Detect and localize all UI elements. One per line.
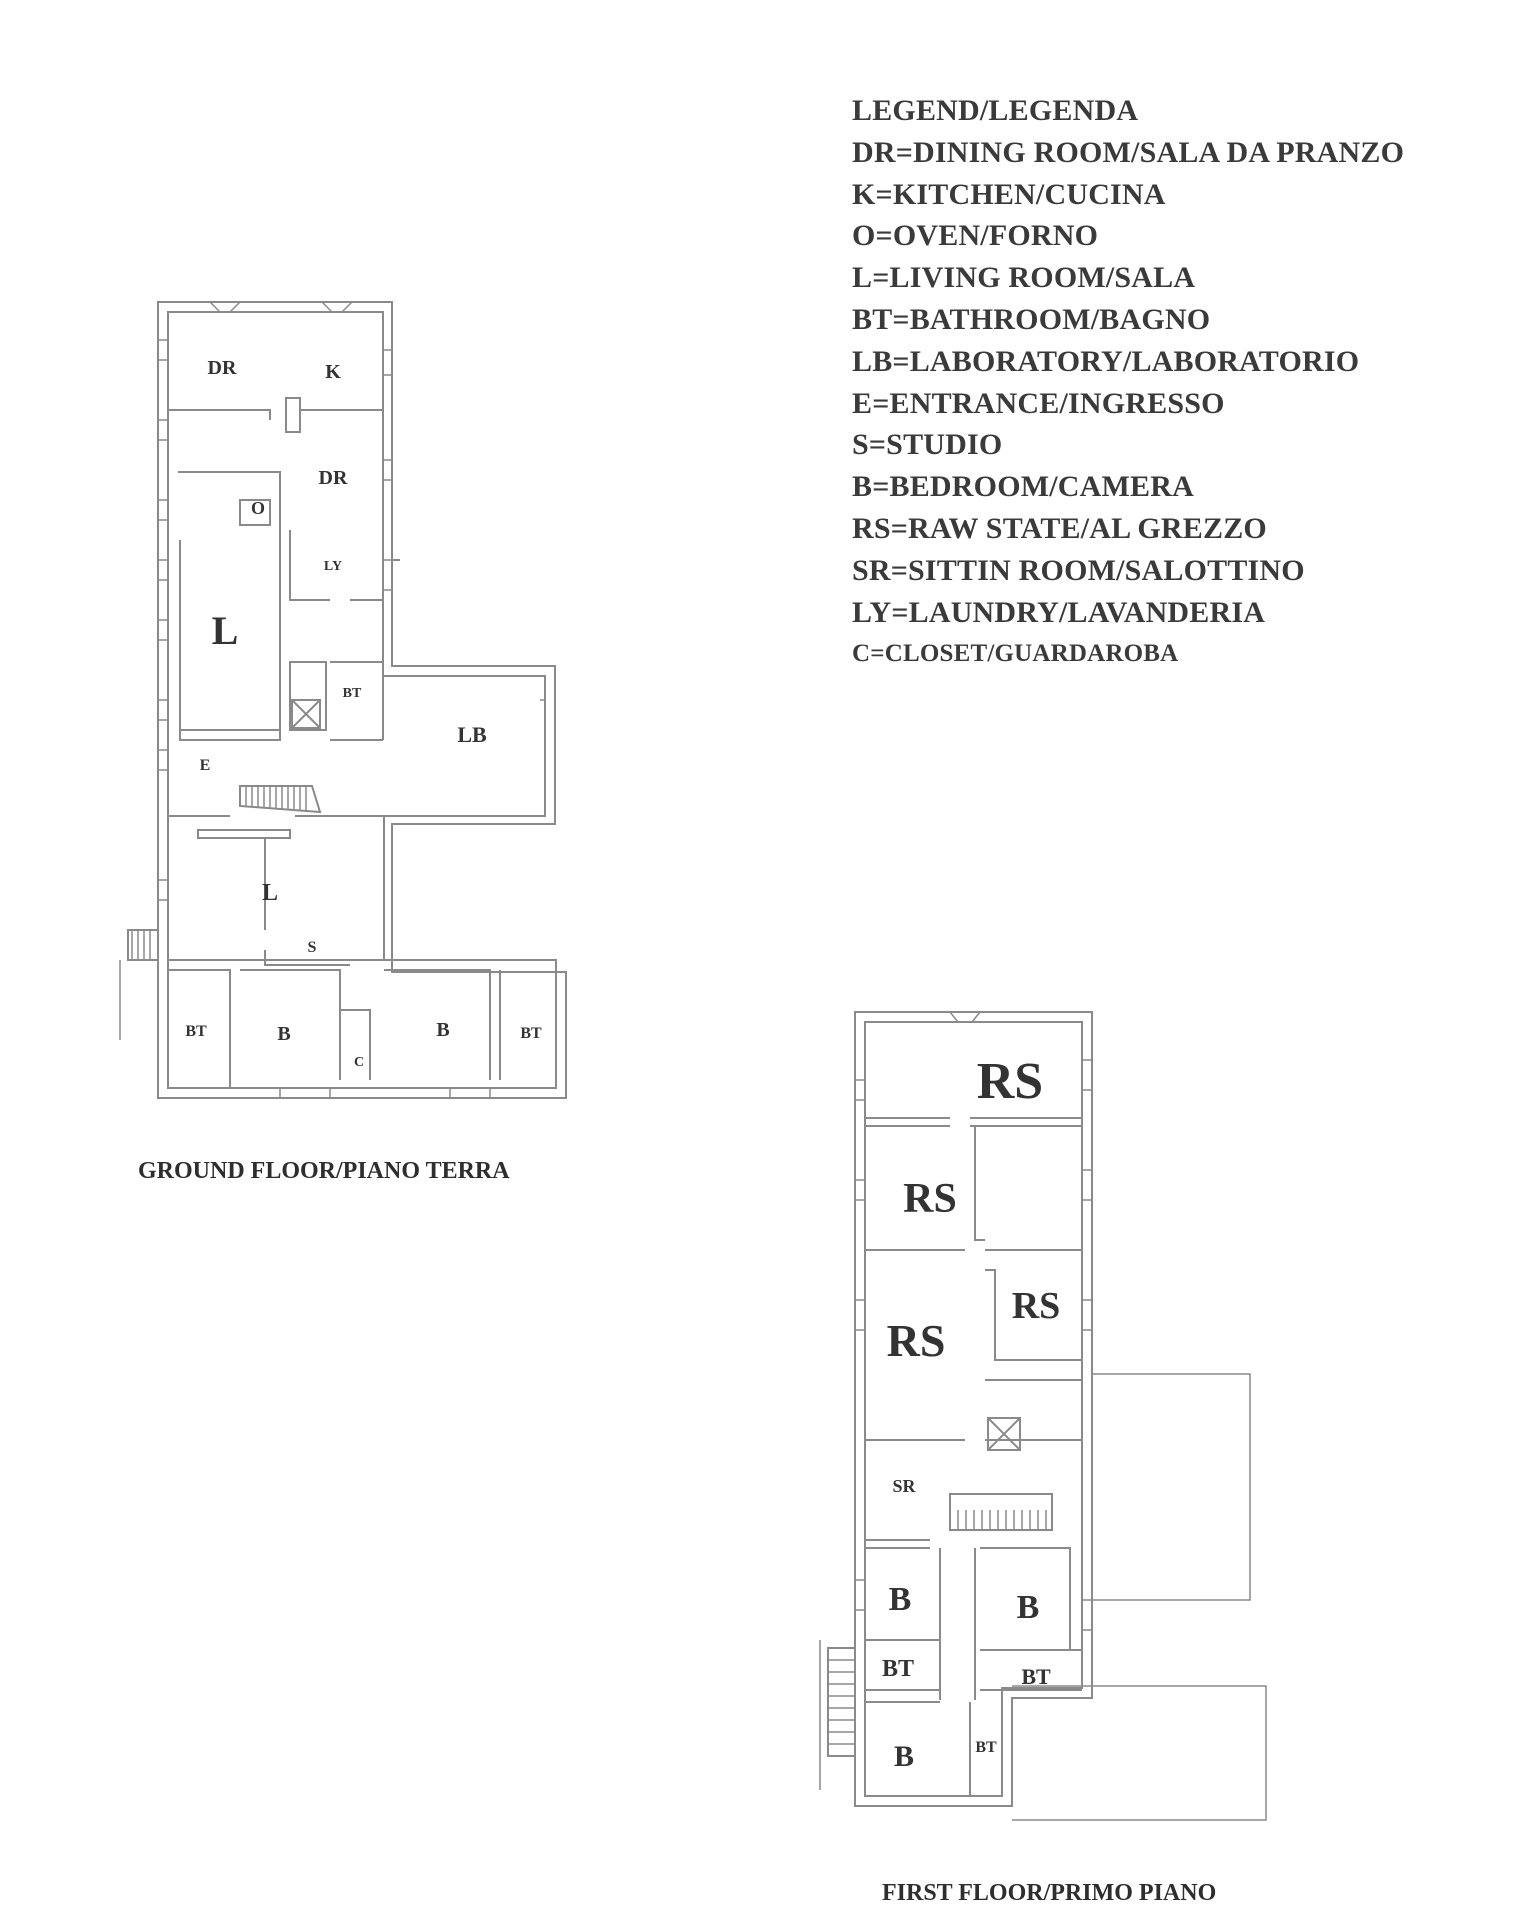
room-label: RS [976,1053,1044,1110]
legend-item: E=ENTRANCE/INGRESSO [852,386,1225,420]
room-label: BT [975,1739,997,1756]
room-label: BT [520,1025,542,1042]
room-label: B [888,1581,912,1618]
room-label: BT [342,686,362,701]
room-label: BT [881,1656,915,1682]
room-label: RS [903,1176,957,1222]
room-label: K [325,361,341,383]
room-label: RS [886,1315,946,1366]
legend-item: LY=LAUNDRY/LAVANDERIA [852,595,1266,629]
room-label: DR [207,357,237,379]
legend-item: L=LIVING ROOM/SALA [852,261,1196,295]
room-label: L [211,608,239,653]
room-label: DR [318,467,348,489]
room-label: RS [1011,1285,1061,1327]
legend-item: O=OVEN/FORNO [852,219,1099,253]
legend [852,90,1404,675]
room-label: B [1016,1589,1040,1626]
first-floor-title: FIRST FLOOR/PRIMO PIANO [882,1880,1217,1906]
ground-floor-outer-wall [158,302,566,1098]
legend-item: B=BEDROOM/CAMERA [852,470,1194,504]
room-label: BT [1021,1664,1051,1689]
room-label: LB [457,722,487,747]
first-floor-plan [820,1012,1266,1820]
legend-item: S=STUDIO [852,428,1003,462]
legend-item: DR=DINING ROOM/SALA DA PRANZO [852,135,1405,169]
legend-item: BT=BATHROOM/BAGNO [852,302,1211,336]
legend-item: SR=SITTIN ROOM/SALOTTINO [852,553,1305,587]
room-label: O [250,498,266,518]
room-label: BT [185,1023,207,1040]
room-label: B [893,1740,915,1773]
room-label: L [261,880,279,906]
room-label: SR [892,1476,916,1496]
legend-item: LB=LABORATORY/LABORATORIO [852,344,1360,378]
first-floor-outer-wall [855,1012,1092,1806]
room-label: S [307,939,317,956]
legend-item: K=KITCHEN/CUCINA [852,177,1166,211]
legend-item: C=CLOSET/GUARDAROBA [852,640,1179,668]
ground-floor-plan [120,302,566,1098]
ground-floor-title: GROUND FLOOR/PIANO TERRA [138,1158,510,1184]
legend-title: LEGEND/LEGENDA [852,94,1139,127]
room-label: E [199,757,211,774]
room-label: C [353,1055,365,1070]
room-label: LY [323,559,343,574]
room-label: B [436,1019,450,1041]
legend-item: RS=RAW STATE/AL GREZZO [852,511,1267,545]
room-label: B [277,1023,291,1045]
